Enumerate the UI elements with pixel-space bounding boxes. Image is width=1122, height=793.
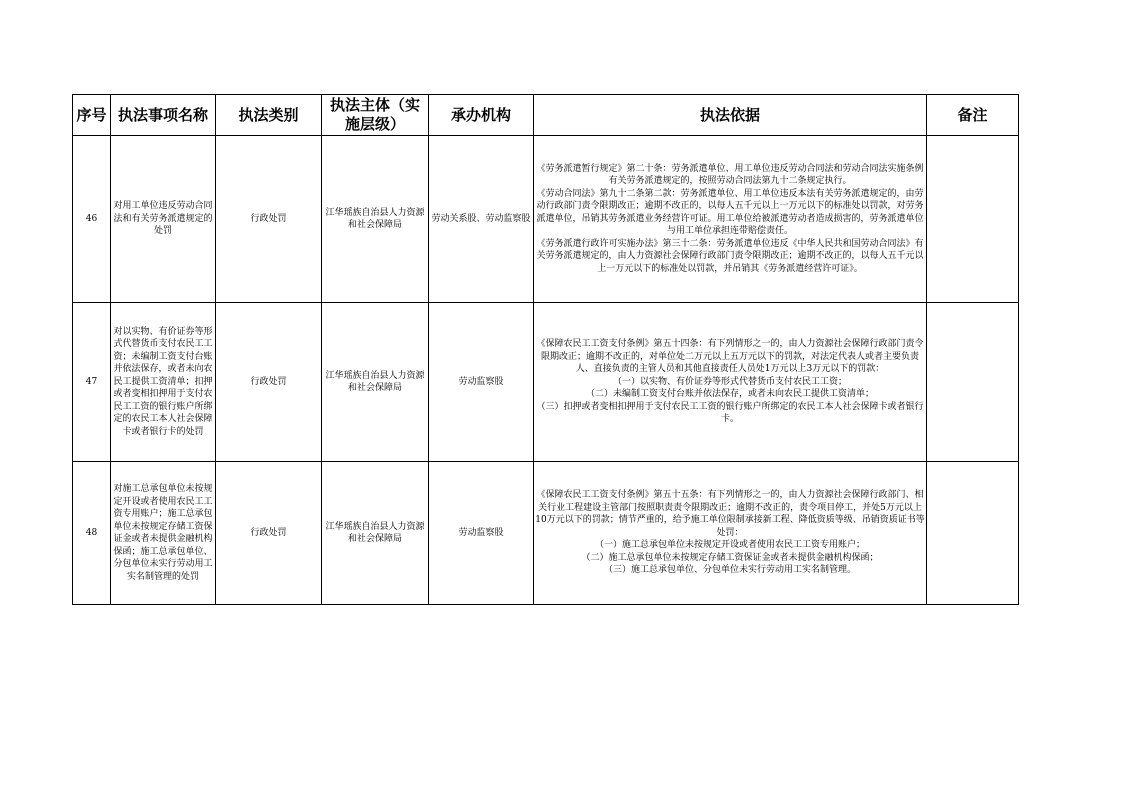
basis-line: 《劳动合同法》第九十二条第二款：劳务派遣单位、用工单位违反本法有关劳务派遣规定的，由劳动行政部门责令限期改正；逾期不改正的，以每人五千元以上一万元以下的标准处以罚款，对劳务派遣单位，吊销其劳务派遣业务经营许可证。用工单位给被派遣劳动者造成损害的，劳务派遣单位与用工单位承担连带赔偿责任。 xyxy=(536,188,924,237)
basis-line: （二）未编制工资支付台账并依法保存，或者未向农民工提供工资清单； xyxy=(585,389,874,400)
cell-org: 劳动监察股 xyxy=(429,303,534,462)
cell-category: 行政处罚 xyxy=(216,303,322,462)
basis-line: （三）施工总承包单位、分包单位未实行劳动用工实名制管理。 xyxy=(603,565,856,576)
enforcement-table xyxy=(72,94,1019,605)
cell-index: 47 xyxy=(73,303,111,462)
cell-remark xyxy=(927,462,1019,605)
basis-line: （二）施工总承包单位未按规定存储工资保证金或者未提供金融机构保函； xyxy=(581,552,879,563)
cell-category: 行政处罚 xyxy=(216,462,322,605)
cell-basis xyxy=(534,303,927,462)
cell-category: 行政处罚 xyxy=(216,136,322,303)
cell-org: 劳动监察股 xyxy=(429,462,534,605)
cell-subject: 江华瑶族自治县人力资源和社会保障局 xyxy=(322,136,429,303)
cell-remark xyxy=(927,136,1019,303)
table-row xyxy=(73,303,1019,462)
cell-basis xyxy=(534,462,927,605)
header-index: 序号 xyxy=(73,95,111,136)
header-basis: 执法依据 xyxy=(534,95,927,136)
cell-name: 对以实物、有价证券等形式代替货币支付农民工工资；未编制工资支付台账并依法保存，或者未向农民工提供工资清单；扣押或者变相扣押用于支付农民工工资的银行账户所绑定的农民工本人社会保障卡或者银行卡的处罚 xyxy=(111,303,216,462)
header-name: 执法事项名称 xyxy=(111,95,216,136)
basis-line: （三）扣押或者变相扣押用于支付农民工工资的银行账户所绑定的农民工本人社会保障卡或者银行卡。 xyxy=(536,401,924,425)
table-row xyxy=(73,462,1019,605)
cell-subject: 江华瑶族自治县人力资源和社会保障局 xyxy=(322,462,429,605)
table-header-row xyxy=(73,95,1019,136)
basis-line: 《劳务派遣暂行规定》第二十条：劳务派遣单位、用工单位违反劳动合同法和劳动合同法实施条例有关劳务派遣规定的，按照劳动合同法第九十二条规定执行。 xyxy=(536,163,924,187)
basis-line: 《劳务派遣行政许可实施办法》第三十二条：劳务派遣单位违反《中华人民共和国劳动合同法》有关劳务派遣规定的，由人力资源社会保障行政部门责令限期改正；逾期不改正的，以每人五千元以上一万元以下的标准处以罚款，并吊销其《劳务派遣经营许可证》。 xyxy=(536,238,924,274)
cell-name: 对施工总承包单位未按规定开设或者使用农民工工资专用账户；施工总承包单位未按规定存储工资保证金或者未提供金融机构保函；施工总承包单位、分包单位未实行劳动用工实名制管理的处罚 xyxy=(111,462,216,605)
cell-subject: 江华瑶族自治县人力资源和社会保障局 xyxy=(322,303,429,462)
header-remark: 备注 xyxy=(927,95,1019,136)
cell-org: 劳动关系股、劳动监察股 xyxy=(429,136,534,303)
basis-line: 《保障农民工工资支付条例》第五十五条：有下列情形之一的，由人力资源社会保障行政部门、相关行业工程建设主管部门按照职责责令限期改正；逾期不改正的，责令项目停工，并处5万元以上10万元以下的罚款；情节严重的，给予施工单位限制承接新工程、降低资质等级、吊销资质证书等处罚： xyxy=(535,490,925,538)
table-row xyxy=(73,136,1019,303)
cell-basis xyxy=(534,136,927,303)
basis-line: 《保障农民工工资支付条例》第五十四条：有下列情形之一的，由人力资源社会保障行政部门责令限期改正；逾期不改正的，对单位处二万元以上五万元以下的罚款，对法定代表人或者主要负责人、直接负责的主管人员和其他直接责任人员处1万元以上3万元以下的罚款： xyxy=(536,339,924,375)
basis-line: （一）以实物、有价证券等形式代替货币支付农民工工资； xyxy=(612,376,847,387)
cell-name: 对用工单位违反劳动合同法和有关劳务派遣规定的处罚 xyxy=(111,136,216,303)
header-category: 执法类别 xyxy=(216,95,322,136)
cell-index: 48 xyxy=(73,462,111,605)
header-subject: 执法主体（实施层级） xyxy=(322,95,429,136)
cell-remark xyxy=(927,303,1019,462)
basis-line: （一）施工总承包单位未按规定开设或者使用农民工工资专用账户； xyxy=(594,540,865,551)
header-org: 承办机构 xyxy=(429,95,534,136)
cell-index: 46 xyxy=(73,136,111,303)
